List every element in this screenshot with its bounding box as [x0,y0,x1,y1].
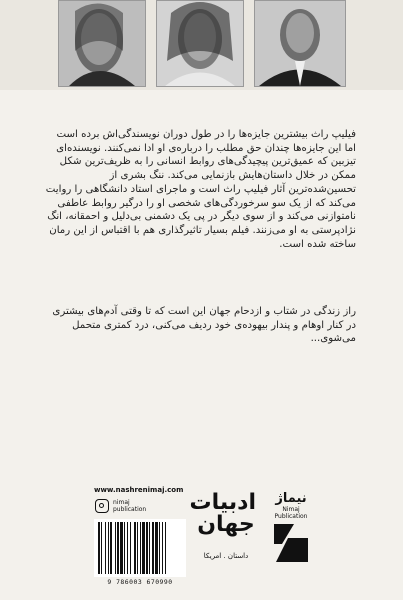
isbn-number: 9 786003 670990 [107,578,173,586]
publisher-logo [260,492,322,520]
publisher-website: www.nashrenimaj.com [94,486,184,494]
series-title-line1: ادبیات [189,490,256,515]
instagram-handle-line1: nimaj [113,499,130,506]
instagram-icon [95,499,109,513]
paragraph-text: راز زندگی در شتاب و ازدحام جهان این است که تا وقتی آدم‌های بیشتری در کنار اوهام و پندار بیهوده‌ی خود ردیف می‌کنی، درد کمتری متحمل می‌شوی... [52,306,356,345]
isbn-barcode [94,519,186,577]
back-cover-footer [0,470,403,600]
instagram-handle-line2: publication [113,506,147,513]
publisher-en-line2: Publication [274,513,308,520]
cover-photo-strip [0,0,403,90]
publisher-en-line1: Nimaj [282,506,300,513]
description-paragraph-1 [44,128,356,251]
fingerprint-portrait-1 [58,0,146,87]
publisher-mark-icon [272,522,310,564]
fingerprint-portrait-3 [254,0,346,87]
fingerprint-portrait-2 [156,0,244,87]
instagram-handle [113,499,146,513]
paragraph-text: فیلیپ راث بیشترین جایزه‌ها را در طول دوران نویسندگی‌اش برده است اما این جایزه‌ها چندان حق مطلب را درباره‌ی او ادا نمی‌کنند. نویسنده‌ای تیزبین که عمیق‌ترین پیچیدگی‌های روابط انسانی را به ظریف‌ترین شکل ممکن در خلال داستان‌هایش بازنمایی می‌کند. ننگ بشری از تحسین‌شده‌ترین آثار فیلیپ راث است و ماجرای استاد دانشگاهی را روایت می‌کند که از یک سو سرخوردگی‌های شخصی او را درگیر روابط عاطفی نامتوازنی می‌کند و از سوی دیگر در پی یک دشمنی بی‌دلیل و احمقانه، انگ نژادپرستی به او می‌زنند. فیلم بسیار تاثیرگذاری هم با اقتباس از این رمان ساخته شده است. [45,129,356,250]
publisher-name: نیماژ [275,491,307,506]
series-logo [189,490,256,537]
series-title-line2: جهان [197,512,255,537]
description-paragraph-2 [44,305,356,346]
series-subtitle: داستان . امریکا [203,552,249,560]
